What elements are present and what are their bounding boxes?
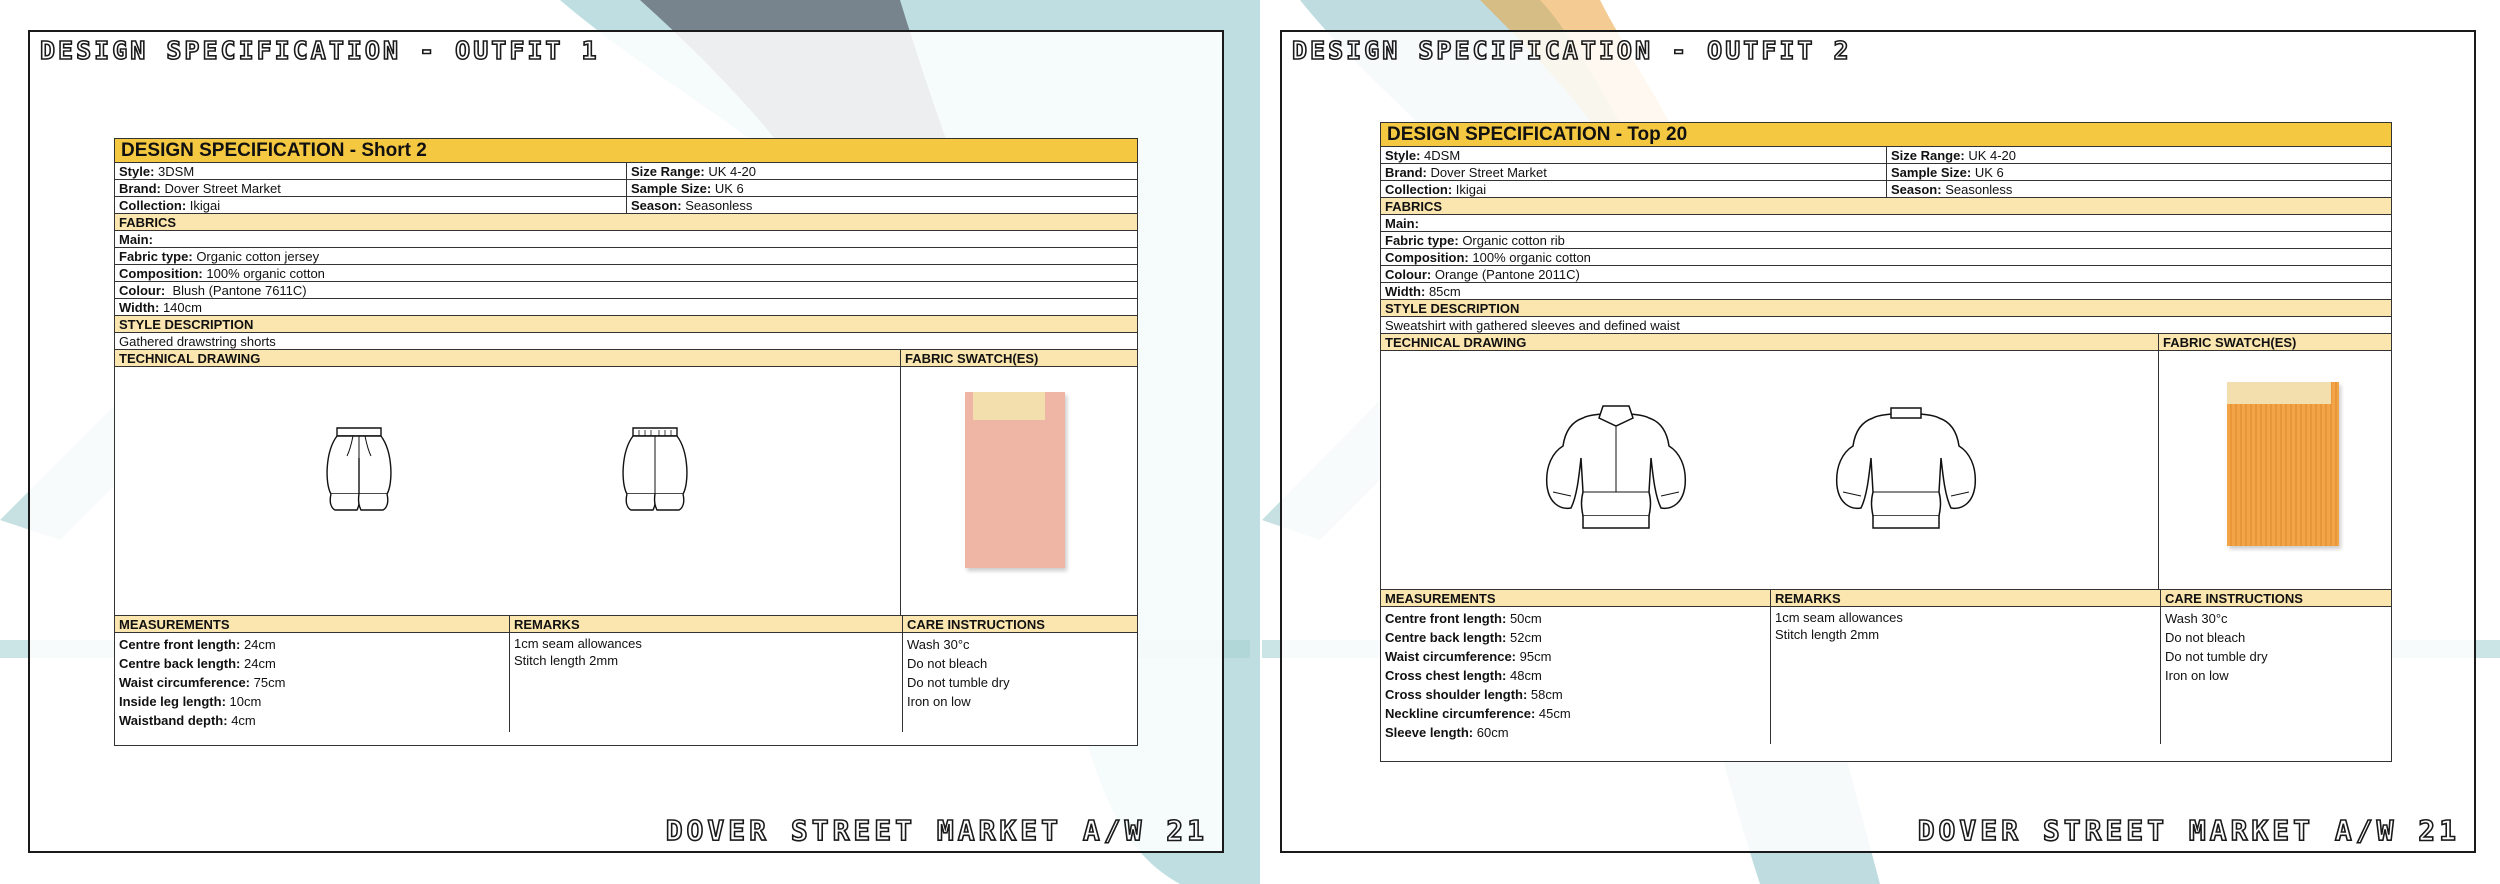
measurement-item: Neckline circumference: 45cm xyxy=(1385,706,1571,721)
care-item: Iron on low xyxy=(907,694,971,709)
size-range-label: Size Range: xyxy=(1891,148,1965,163)
style-description-heading: STYLE DESCRIPTION xyxy=(1385,301,1520,316)
spec-row xyxy=(1381,181,2391,198)
sample-size-label: Sample Size: xyxy=(1891,165,1972,180)
style-value: 4DSM xyxy=(1424,148,1461,163)
style-label: Style: xyxy=(119,164,155,179)
care-item: Iron on low xyxy=(2165,668,2229,683)
composition-value: 100% organic cotton xyxy=(1472,250,1591,265)
fabrics-heading: FABRICS xyxy=(119,215,177,230)
remarks-list xyxy=(510,633,902,671)
collection-label: Collection: xyxy=(1385,182,1453,197)
main-label: Main: xyxy=(119,232,153,247)
size-range-label: Size Range: xyxy=(631,164,705,179)
width-label: Width: xyxy=(119,300,160,315)
style-description: Gathered drawstring shorts xyxy=(119,334,276,349)
sheet-title: DESIGN SPECIFICATION - Short 2 xyxy=(115,139,1137,163)
remark-item: Stitch length 2mm xyxy=(1775,627,1880,642)
measurement-item: Sleeve length: 60cm xyxy=(1385,725,1509,740)
brand-label: Brand: xyxy=(119,181,161,196)
remark-item: 1cm seam allowances xyxy=(514,636,642,651)
care-instructions-heading: CARE INSTRUCTIONS xyxy=(2161,590,2391,607)
measurements-list xyxy=(115,633,509,732)
design-specification-sheet xyxy=(114,138,1138,746)
fabric-swatch xyxy=(2227,382,2339,546)
measurement-item: Cross chest length: 48cm xyxy=(1385,668,1542,683)
fabrics-heading: FABRICS xyxy=(1385,199,1443,214)
measurement-item: Centre back length: 52cm xyxy=(1385,630,1542,645)
fabric-swatch xyxy=(965,392,1065,568)
colour-label: Colour: xyxy=(119,283,166,298)
bottom-section xyxy=(115,616,1137,732)
care-instructions-heading: CARE INSTRUCTIONS xyxy=(903,616,1137,633)
sheet-title: DESIGN SPECIFICATION - Top 20 xyxy=(1381,123,2391,147)
panel-title: DESIGN SPECIFICATION - OUTFIT 1 xyxy=(40,36,600,65)
collection-value: Ikigai xyxy=(1455,182,1487,197)
panel-footer: DOVER STREET MARKET A/W 21 xyxy=(665,814,1208,847)
technical-drawing-section xyxy=(1381,334,2391,590)
fabric-type-value: Organic cotton jersey xyxy=(196,249,320,264)
outfit-1-panel xyxy=(28,30,1224,853)
brand-value: Dover Street Market xyxy=(1430,165,1547,180)
measurements-heading: MEASUREMENTS xyxy=(115,616,509,633)
care-list xyxy=(903,633,1137,713)
width-value: 140cm xyxy=(162,300,202,315)
shorts-front-drawing xyxy=(323,422,395,518)
care-item: Wash 30°c xyxy=(2165,611,2228,626)
spec-row xyxy=(115,197,1137,214)
measurement-item: Centre back length: 24cm xyxy=(119,656,276,671)
measurement-item: Inside leg length: 10cm xyxy=(119,694,262,709)
care-list xyxy=(2161,607,2391,687)
style-description: Sweatshirt with gathered sleeves and defined waist xyxy=(1385,318,1680,333)
measurements-heading: MEASUREMENTS xyxy=(1381,590,1770,607)
remarks-heading: REMARKS xyxy=(510,616,902,633)
size-range-value: UK 4-20 xyxy=(708,164,757,179)
technical-drawing-heading: TECHNICAL DRAWING xyxy=(1381,334,2158,351)
measurements-list xyxy=(1381,607,1770,744)
brand-value: Dover Street Market xyxy=(164,181,281,196)
fabric-type-label: Fabric type: xyxy=(119,249,193,264)
fabric-swatch-heading: FABRIC SWATCH(ES) xyxy=(2159,334,2391,351)
outfit-2-panel xyxy=(1280,30,2476,853)
spec-row xyxy=(1381,164,2391,181)
sample-size-label: Sample Size: xyxy=(631,181,712,196)
technical-drawing-heading: TECHNICAL DRAWING xyxy=(115,350,900,367)
measurement-item: Waist circumference: 95cm xyxy=(1385,649,1552,664)
season-label: Season: xyxy=(1891,182,1942,197)
care-item: Do not tumble dry xyxy=(2165,649,2268,664)
composition-value: 100% organic cotton xyxy=(206,266,325,281)
fabric-swatch-heading: FABRIC SWATCH(ES) xyxy=(901,350,1137,367)
care-item: Wash 30°c xyxy=(907,637,970,652)
measurement-item: Centre front length: 24cm xyxy=(119,637,276,652)
panel-footer: DOVER STREET MARKET A/W 21 xyxy=(1917,814,2460,847)
colour-label: Colour: xyxy=(1385,267,1432,282)
measurement-item: Waistband depth: 4cm xyxy=(119,713,256,728)
collection-value: Ikigai xyxy=(189,198,221,213)
measurement-item: Centre front length: 50cm xyxy=(1385,611,1542,626)
care-item: Do not bleach xyxy=(2165,630,2246,645)
care-item: Do not tumble dry xyxy=(907,675,1010,690)
colour-value: Orange (Pantone 2011C) xyxy=(1434,267,1580,282)
remark-item: Stitch length 2mm xyxy=(514,653,619,668)
size-range-value: UK 4-20 xyxy=(1968,148,2017,163)
top-front-drawing xyxy=(1541,396,1691,536)
style-value: 3DSM xyxy=(158,164,195,179)
panel-title: DESIGN SPECIFICATION - OUTFIT 2 xyxy=(1292,36,1852,65)
season-value: Seasonless xyxy=(1945,182,2013,197)
design-specification-sheet xyxy=(1380,122,2392,762)
top-back-drawing xyxy=(1831,396,1981,536)
care-item: Do not bleach xyxy=(907,656,988,671)
spec-row xyxy=(1381,147,2391,164)
shorts-back-drawing xyxy=(619,422,691,518)
bottom-section xyxy=(1381,590,2391,744)
fabric-type-label: Fabric type: xyxy=(1385,233,1459,248)
fabric-type-value: Organic cotton rib xyxy=(1462,233,1565,248)
measurement-item: Cross shoulder length: 58cm xyxy=(1385,687,1563,702)
season-label: Season: xyxy=(631,198,682,213)
sample-size-value: UK 6 xyxy=(714,181,744,196)
season-value: Seasonless xyxy=(685,198,753,213)
remarks-heading: REMARKS xyxy=(1771,590,2160,607)
brand-label: Brand: xyxy=(1385,165,1427,180)
style-description-heading: STYLE DESCRIPTION xyxy=(119,317,254,332)
spec-row xyxy=(115,180,1137,197)
technical-drawing-section xyxy=(115,350,1137,616)
remark-item: 1cm seam allowances xyxy=(1775,610,1903,625)
main-label: Main: xyxy=(1385,216,1419,231)
style-label: Style: xyxy=(1385,148,1421,163)
composition-label: Composition: xyxy=(1385,250,1469,265)
colour-value: Blush (Pantone 7611C) xyxy=(168,283,307,298)
sample-size-value: UK 6 xyxy=(1974,165,2004,180)
spec-row xyxy=(115,163,1137,180)
measurement-item: Waist circumference: 75cm xyxy=(119,675,286,690)
remarks-list xyxy=(1771,607,2160,645)
width-value: 85cm xyxy=(1428,284,1461,299)
collection-label: Collection: xyxy=(119,198,187,213)
composition-label: Composition: xyxy=(119,266,203,281)
width-label: Width: xyxy=(1385,284,1426,299)
